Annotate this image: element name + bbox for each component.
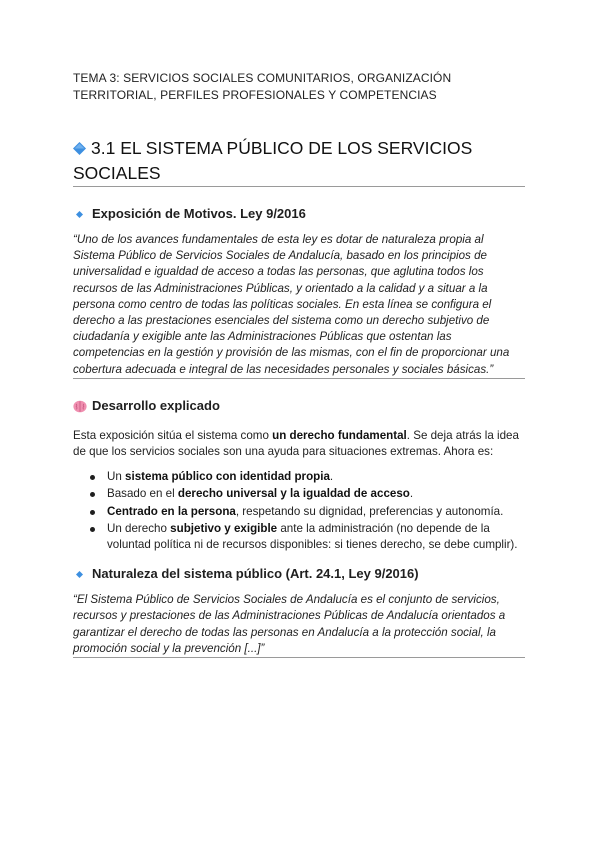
desarrollo-heading [73,397,525,415]
blue-diamond-icon [73,142,86,155]
list-item [107,469,525,485]
list-item-post: . [409,487,414,501]
list-item-post: ante la administración (no depende de la voluntad política ni de recursos disponibles: si tienes derecho, se debe cumplir). [107,521,518,552]
list-item [107,521,525,553]
list-item-bold: derecho universal y la igualdad de acceso [177,487,410,501]
naturaleza-heading [73,565,525,583]
desarrollo-intro-a: Esta exposición sitúa el sistema como [73,428,273,442]
small-blue-diamond-icon [76,571,83,578]
list-item-bold: Centrado en la persona [107,504,236,518]
list-item-bold: sistema público con identidad propia [125,470,330,484]
list-item-pre: Basado en el [107,487,178,501]
desarrollo-intro-b: un derecho fundamental [272,428,407,442]
naturaleza-quote: “El Sistema Público de Servicios Sociales de Andalucía es el conjunto de servicios, recursos y prestaciones de las Administraciones Públicas de Andalucía orientados a garantizar el derecho de todas las personas en Andalucía a la protección social, la promoción social y la prevención [...]” [73,593,506,655]
small-blue-diamond-icon [76,211,83,218]
brain-icon [73,400,87,413]
document-page [73,70,525,658]
divider [73,657,525,658]
section-title [73,136,525,186]
list-item-post: , respetando su dignidad, preferencias y autonomía. [235,504,504,518]
list-item-pre: Un [107,470,126,484]
desarrollo-bullet-list [73,469,525,553]
list-item-post: . [329,470,334,484]
desarrollo-heading-text: Desarrollo explicado [92,397,220,413]
list-item [107,504,525,520]
naturaleza-heading-text: Naturaleza del sistema público (Art. 24.1, Ley 9/2016) [92,566,419,582]
desarrollo-intro [73,428,525,460]
document-header-line-2: TERRITORIAL, PERFILES PROFESIONALES Y COMPETENCIAS [73,88,437,102]
list-item-bold: subjetivo y exigible [170,521,278,535]
divider [73,378,525,379]
document-header-line-1: TEMA 3: SERVICIOS SOCIALES COMUNITARIOS, ORGANIZACIÓN [73,71,452,85]
desarrollo-intro-c: . Se deja atrás la idea de que los servicios sociales son una ayuda para situaciones extremas. Ahora es: [73,428,519,459]
list-item-pre: Un derecho [107,521,171,535]
divider [73,186,525,187]
exposicion-heading-text: Exposición de Motivos. Ley 9/2016 [92,206,306,221]
list-item [107,486,525,502]
section-title-text: 3.1 EL SISTEMA PÚBLICO DE LOS SERVICIOS SOCIALES [73,138,473,183]
exposicion-heading [73,205,525,223]
exposicion-quote: “Uno de los avances fundamentales de esta ley es dotar de naturaleza propia al Sistema Público de Servicios Sociales de Andalucía, basado en los principios de universalidad e igualdad de acceso a todas las personas, que aglutina todos los recursos de las Administraciones Públicas, y orientado a la calidad y a situar a la persona como centro de todas las políticas sociales. En esta línea se configura el derecho a las prestaciones esenciales del sistema como un derecho subjetivo de ciudadanía y exigible ante las Administraciones Públicas que ostentan las competencias en la gestión y provisión de las mismas, con el fin de proporcionar una cobertura adecuada e integral de las necesidades personales y sociales básicas.” [73,233,510,376]
